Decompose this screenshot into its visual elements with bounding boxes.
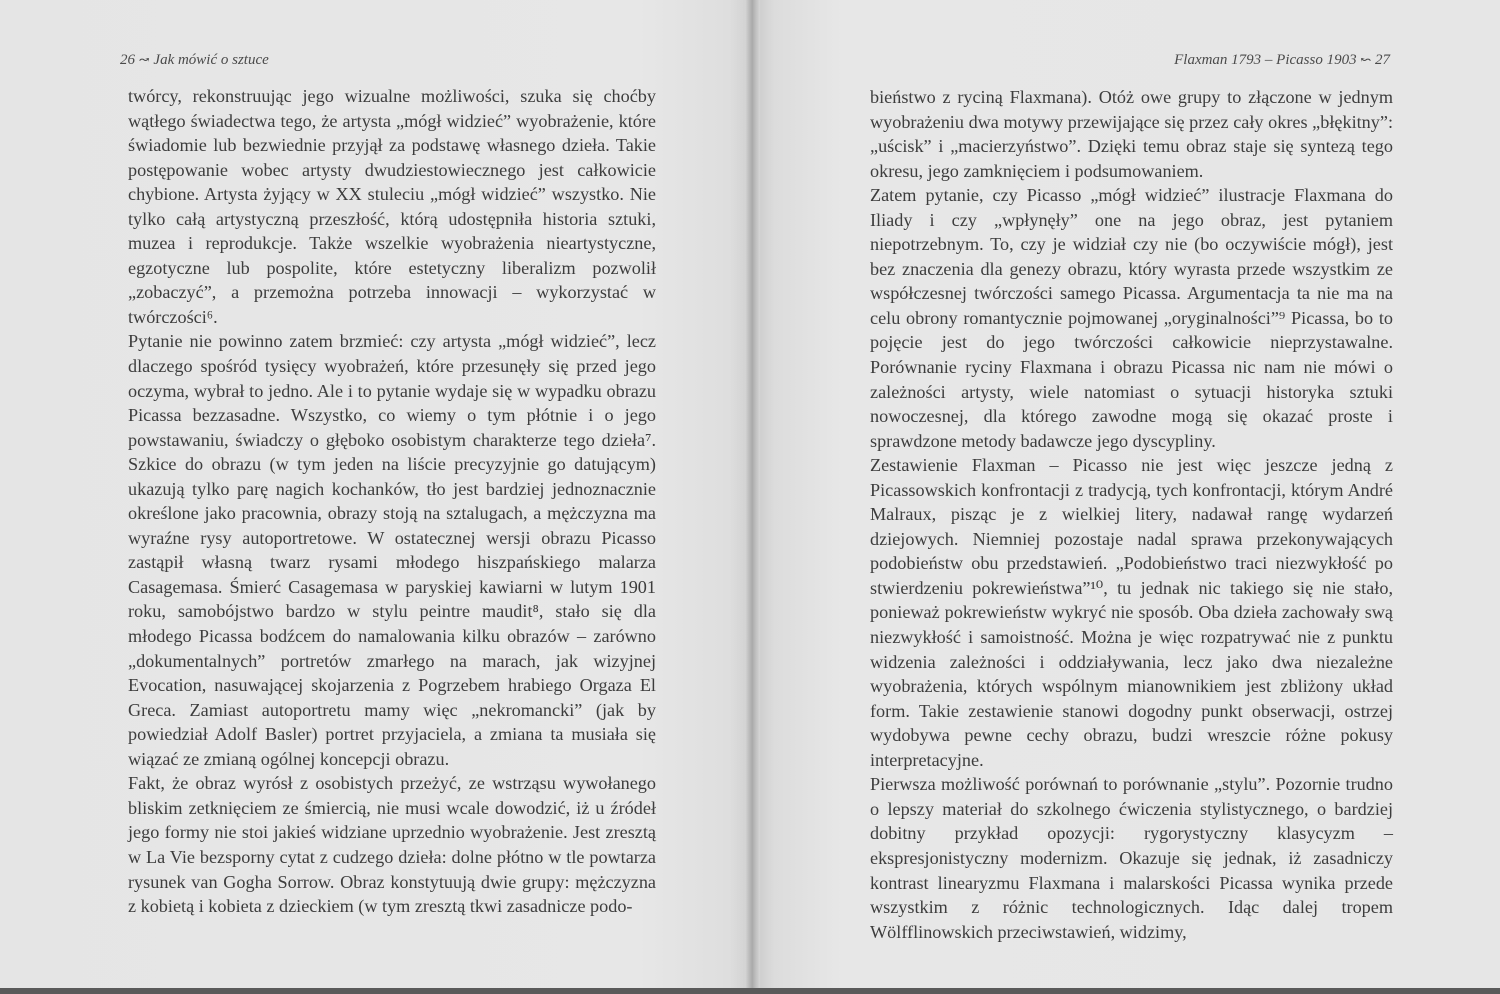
left-body-text <box>128 84 656 919</box>
book-gutter <box>746 0 760 994</box>
paragraph: Zatem pytanie, czy Picasso „mógł widzieć” ilustracje Flaxmana do Iliady i czy „wpłynęły” one na jego obraz, jest pytaniem niepotrzebnym. To, czy je widział czy nie (bo oczywiście mógł), jest bez znaczenia dla genezy obrazu, który wyrasta przede wszystkim ze współczesnej twórczości samego Picassa. Argumentacja ta nie ma na celu obrony romantycznie pojmowanej „oryginalności”⁹ Picassa, bo to pojęcie jest do jego twórczości całkowicie nieprzystawalne. Porównanie ryciny Flaxmana i obrazu Picassa nic nam nie mówi o zależności artysty, wiele natomiast o sytuacji historyka sztuki nowoczesnej, dla którego zawodne mogą się okazać proste i sprawdzone metody badawcze jego dyscypliny. <box>870 185 1393 451</box>
right-page-number: 27 <box>1375 52 1390 68</box>
right-body-text <box>870 85 1393 944</box>
left-book-title: Jak mówić o sztuce <box>153 52 269 68</box>
ornament-icon: ↜ <box>1360 52 1372 67</box>
scanner-edge <box>0 988 1500 994</box>
ornament-icon: ↝ <box>138 52 150 67</box>
paragraph: Pierwsza możliwość porównań to porównanie „stylu”. Pozornie trudno o lepszy materiał do szkolnego ćwiczenia stylistycznego, o bardziej dobitny przykład opozycji: rygorystyczny klasycyzm – ekspresjonistyczny modernizm. Okazuje się jednak, iż zasadniczy kontrast linearyzmu Flaxmana i malarskości Picassa wynika przede wszystkim z różnic technologicznych. Idąc dalej tropem Wölfflinowskich przeciwstawień, widzimy, <box>870 774 1393 942</box>
paragraph: Pytanie nie powinno zatem brzmieć: czy artysta „mógł widzieć”, lecz dlaczego spośród tysięcy wyobrażeń, które przesunęły się przed jego oczyma, wybrał to jedno. Ale i to pytanie wydaje się w wypadku obrazu Picassa bezzasadne. Wszystko, co wiemy o tym płótnie i o jego powstawaniu, świadczy o głęboko osobistym charakterze tego dzieła⁷. Szkice do obrazu (w tym jeden na liście precyzyjnie go datującym) ukazują tylko parę nagich kochanków, tło jest bardziej jednoznacznie określone jako pracownia, obrazy stoją na sztalugach, a mężczyzna ma wyraźne rysy autoportretowe. W ostatecznej wersji obrazu Picasso zastąpił własną twarz rysami młodego hiszpańskiego malarza Casagemasa. Śmierć Casagemasa w paryskiej kawiarni w lutym 1901 roku, samobójstwo bardzo w stylu peintre maudit⁸, stało się dla młodego Picassa bodźcem do namalowania kilku obrazów – zarówno „dokumentalnych” portretów zmarłego na marach, jak wizyjnej Evocation, nasuwającej skojarzenia z Pogrzebem hrabiego Orgaza El Greca. Zamiast autoportretu mamy więc „nekromancki” (jak by powiedział Adolf Basler) portret przyjaciela, a zmiana ta musiała się wiązać ze zmianą ogólnej koncepcji obrazu. <box>128 331 656 769</box>
paragraph: Fakt, że obraz wyrósł z osobistych przeżyć, ze wstrząsu wywołanego bliskim zetknięciem ze śmiercią, nie musi wcale dowodzić, iż u źródeł jego formy nie stoi jakieś widziane uprzednio wyobrażenie. Jest zresztą w La Vie bezsporny cytat z cudzego dzieła: dolne płótno w tle powtarza rysunek van Gogha Sorrow. Obraz konstytuują dwie grupy: mężczyzna z kobietą i kobieta z dzieckiem (w tym zresztą tkwi zasadnicze podo- <box>128 773 656 917</box>
paragraph: Zestawienie Flaxman – Picasso nie jest więc jeszcze jedną z Picassowskich konfrontacji z tradycją, tych konfrontacji, którym André Malraux, pisząc je z wielkiej litery, nadawał rangę wydarzeń dziejowych. Niemniej pozostaje nadal sprawa przekonywających podobieństw obu przedstawień. „Podobieństwo traci niezwykłość po stwierdzeniu pokrewieństwa”¹⁰, tu jednak nic takiego się nie stało, ponieważ pokrewieństw wykryć nie sposób. Oba dzieła zachowały swą niezwykłość i samoistność. Można je więc rozpatrywać nie z punktu widzenia zależności i oddziaływania, lecz jako dwa niezależne wyobrażenia, których wspólnym mianownikiem jest zbliżony układ form. Takie zestawienie stanowi dogodny punkt obserwacji, ostrzej wydobywa pewne cechy obrazu, budzi wreszcie różne pokusy interpretacyjne. <box>870 455 1393 770</box>
paragraph: twórcy, rekonstruując jego wizualne możliwości, szuka się choćby wątłego świadectwa tego, że artysta „mógł widzieć” wyobrażenie, które świadomie lub bezwiednie przyjął za podstawę własnego dzieła. Takie postępowanie wobec artysty dwudziestowiecznego jest całkowicie chybione. Artysta żyjący w XX stuleciu „mógł widzieć” wszystko. Nie tylko całą artystyczną przeszłość, którą udostępniła historia sztuki, muzea i reprodukcje. Także wszelkie wyobrażenia nieartystyczne, egzotyczne lub pospolite, które estetyczny liberalizm pozwolił „zobaczyć”, a przemożna potrzeba innowacji – wykorzystać w twórczości⁶. <box>128 86 656 327</box>
right-chapter-title: Flaxman 1793 – Picasso 1903 <box>1174 52 1357 68</box>
left-running-head <box>120 52 269 69</box>
right-page <box>752 0 1500 994</box>
right-running-head <box>1174 52 1390 69</box>
paragraph: bieństwo z ryciną Flaxmana). Otóż owe grupy to złączone w jednym wyobrażeniu dwa motywy przewijające się przez cały okres „błękitny”: „uścisk” i „macierzyństwo”. Dzięki temu obraz staje się syntezą tego okresu, jego zamknięciem i podsumowaniem. <box>870 87 1393 181</box>
left-page-number: 26 <box>120 52 135 68</box>
